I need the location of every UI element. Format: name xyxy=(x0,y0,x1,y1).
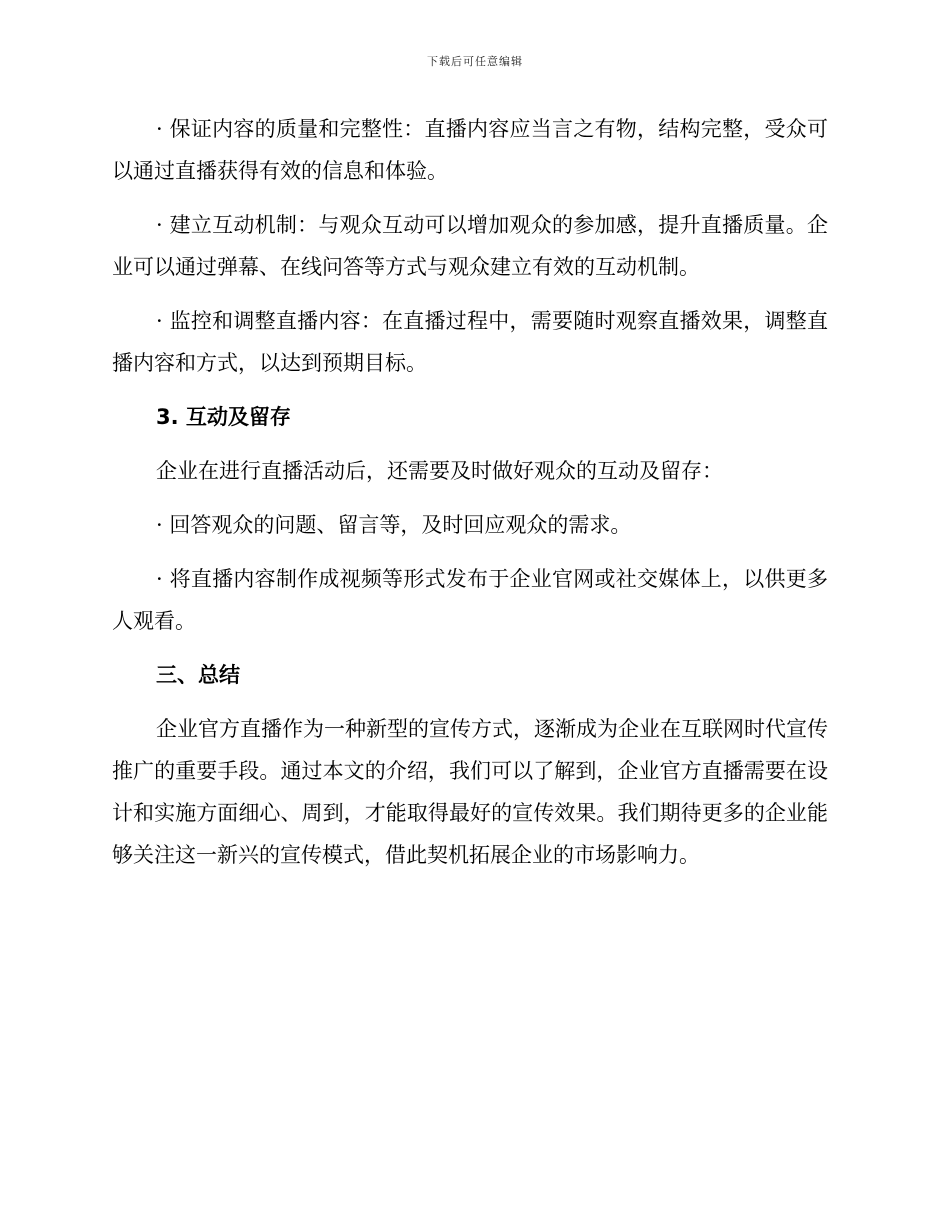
section-heading-summary: 三、总结 xyxy=(156,663,240,687)
document-body xyxy=(112,108,828,888)
bullet-paragraph-answer-questions: · 回答观众的问题、留言等，及时回应观众的需求。 xyxy=(156,513,632,537)
paragraph-retention-intro: 企业在进行直播活动后，还需要及时做好观众的互动及留存： xyxy=(156,459,723,483)
paragraph-summary: 企业官方直播作为一种新型的宣传方式，逐渐成为企业在互联网时代宣传推广的重要手段。通过本文的介绍，我们可以了解到，企业官方直播需要在设计和实施方面细心、周到，才能取得最好的宣传效果。我们期待更多的企业能够关注这一新兴的宣传模式，借此契机拓展企业的市场影响力。 xyxy=(112,717,828,867)
bullet-paragraph-publish-video: · 将直播内容制作成视频等形式发布于企业官网或社交媒体上，以供更多人观看。 xyxy=(112,567,828,633)
header-note: 下载后可任意编辑 xyxy=(427,55,523,68)
section-heading-interaction-retention: 3. 互动及留存 xyxy=(156,405,291,429)
bullet-paragraph-content-quality: · 保证内容的质量和完整性：直播内容应当言之有物，结构完整，受众可以通过直播获得有效的信息和体验。 xyxy=(112,117,828,183)
bullet-paragraph-monitor-adjust: · 监控和调整直播内容：在直播过程中，需要随时观察直播效果，调整直播内容和方式，以达到预期目标。 xyxy=(112,309,828,375)
bullet-paragraph-interaction-mechanism: · 建立互动机制：与观众互动可以增加观众的参加感，提升直播质量。企业可以通过弹幕、在线问答等方式与观众建立有效的互动机制。 xyxy=(112,213,828,279)
